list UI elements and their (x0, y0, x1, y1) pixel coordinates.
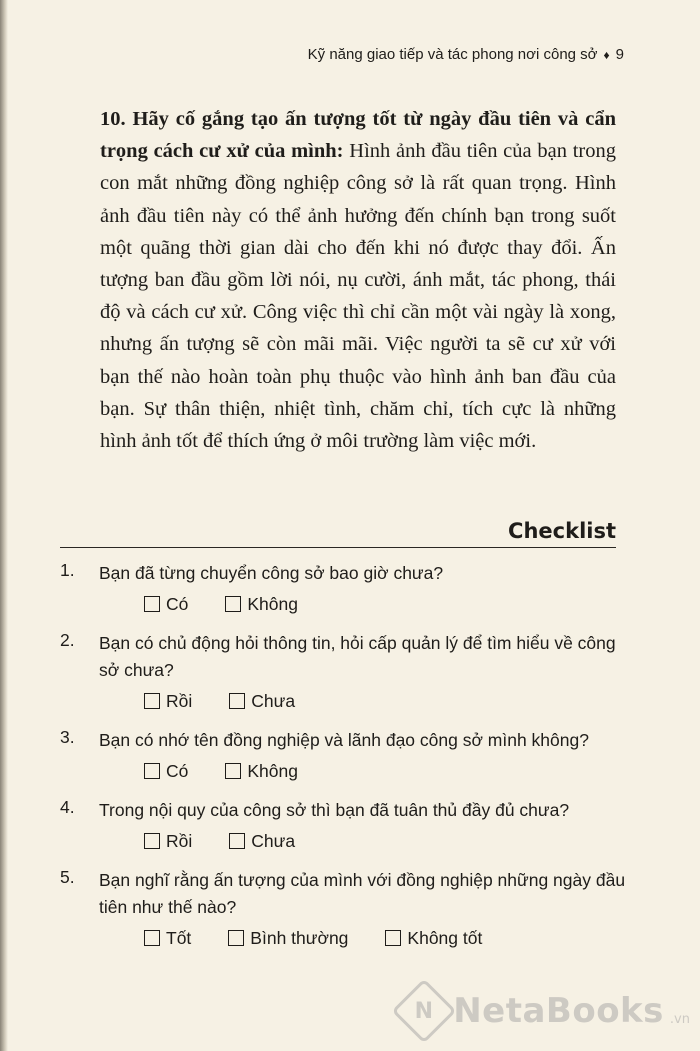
answer-label: Rồi (166, 691, 193, 711)
checklist-item (60, 867, 630, 951)
answer-label: Có (166, 761, 189, 781)
answer-label: Rồi (166, 831, 193, 851)
answer-label: Chưa (251, 831, 296, 851)
netabooks-logo-icon (392, 978, 457, 1043)
checkbox-icon[interactable] (225, 763, 241, 779)
checklist-item (60, 630, 630, 714)
answer-label: Không (247, 761, 298, 781)
answer-label: Có (166, 594, 189, 614)
checklist (60, 560, 630, 964)
question-text: Bạn có chủ động hỏi thông tin, hỏi cấp quản lý để tìm hiểu về công sở chưa? (99, 633, 616, 680)
answer-options (144, 828, 630, 854)
answer-option[interactable] (385, 925, 482, 951)
checkbox-icon[interactable] (385, 930, 401, 946)
page-edge-shadow (0, 0, 8, 1051)
watermark-brand: NetaBooks (453, 991, 664, 1031)
running-title: Kỹ năng giao tiếp và tác phong nơi công sở (307, 46, 598, 63)
checkbox-icon[interactable] (144, 693, 160, 709)
checkbox-icon[interactable] (228, 930, 244, 946)
body-paragraph (100, 103, 616, 457)
checklist-item (60, 797, 630, 854)
answer-options (144, 758, 630, 784)
answer-option[interactable] (144, 758, 188, 784)
answer-options (144, 591, 630, 617)
answer-label: Không (247, 594, 298, 614)
checklist-item (60, 727, 630, 784)
question-number: 3. (60, 727, 75, 747)
checklist-title: Checklist (508, 519, 616, 543)
answer-option[interactable] (144, 688, 192, 714)
answer-option[interactable] (228, 925, 348, 951)
watermark (401, 988, 690, 1034)
question-number: 1. (60, 560, 75, 580)
checkbox-icon[interactable] (144, 763, 160, 779)
answer-label: Tốt (166, 928, 192, 948)
checkbox-icon[interactable] (144, 833, 160, 849)
answer-options (144, 925, 630, 951)
checklist-item (60, 560, 630, 617)
question-number: 5. (60, 867, 75, 887)
checkbox-icon[interactable] (225, 596, 241, 612)
answer-option[interactable] (144, 591, 188, 617)
answer-option[interactable] (229, 828, 295, 854)
checkbox-icon[interactable] (144, 930, 160, 946)
checkbox-icon[interactable] (229, 693, 245, 709)
question-number: 2. (60, 630, 75, 650)
page-number: 9 (615, 46, 624, 63)
question-text: Trong nội quy của công sở thì bạn đã tuân thủ đầy đủ chưa? (99, 800, 570, 820)
answer-option[interactable] (144, 925, 191, 951)
paragraph-text: Hình ảnh đầu tiên của bạn trong con mắt những đồng nghiệp công sở là rất quan trọng. Hình ảnh đầu tiên này có thể ảnh hưởng đến chính bạn trong suốt một quãng thời gian dài cho đến khi nó được thay đổi. Ấn tượng ban đầu gồm lời nói, nụ cười, ánh mắt, tác phong, thái độ và cách cư xử. Công việc thì chỉ cần một vài ngày là xong, nhưng ấn tượng sẽ còn mãi mãi. Việc người ta sẽ cư xử với bạn thế nào hoàn toàn phụ thuộc vào hình ảnh ban đầu của bạn. Sự thân thiện, nhiệt tình, chăm chỉ, tích cực là những hình ảnh tốt để thích ứng ở môi trường làm việc mới. (100, 140, 616, 453)
checkbox-icon[interactable] (144, 596, 160, 612)
question-text: Bạn đã từng chuyển công sở bao giờ chưa? (99, 563, 444, 583)
question-text: Bạn có nhớ tên đồng nghiệp và lãnh đạo công sở mình không? (99, 730, 589, 750)
answer-label: Bình thường (250, 928, 349, 948)
watermark-suffix: .vn (669, 1011, 690, 1027)
answer-options (144, 688, 630, 714)
checkbox-icon[interactable] (229, 833, 245, 849)
answer-label: Không tốt (407, 928, 483, 948)
running-header (308, 46, 624, 63)
diamond-separator-icon: ♦ (603, 47, 610, 62)
section-divider (60, 547, 616, 548)
answer-option[interactable] (144, 828, 192, 854)
answer-option[interactable] (229, 688, 295, 714)
answer-label: Chưa (251, 691, 296, 711)
logo-letter: N (415, 998, 434, 1024)
paragraph-heading: 10. Hãy cố gắng tạo ấn tượng tốt từ ngày đầu tiên và cẩn trọng cách cư xử của mình: (100, 108, 616, 163)
question-number: 4. (60, 797, 75, 817)
answer-option[interactable] (225, 758, 298, 784)
question-text: Bạn nghĩ rằng ấn tượng của mình với đồng nghiệp những ngày đầu tiên như thế nào? (99, 870, 626, 917)
answer-option[interactable] (225, 591, 298, 617)
